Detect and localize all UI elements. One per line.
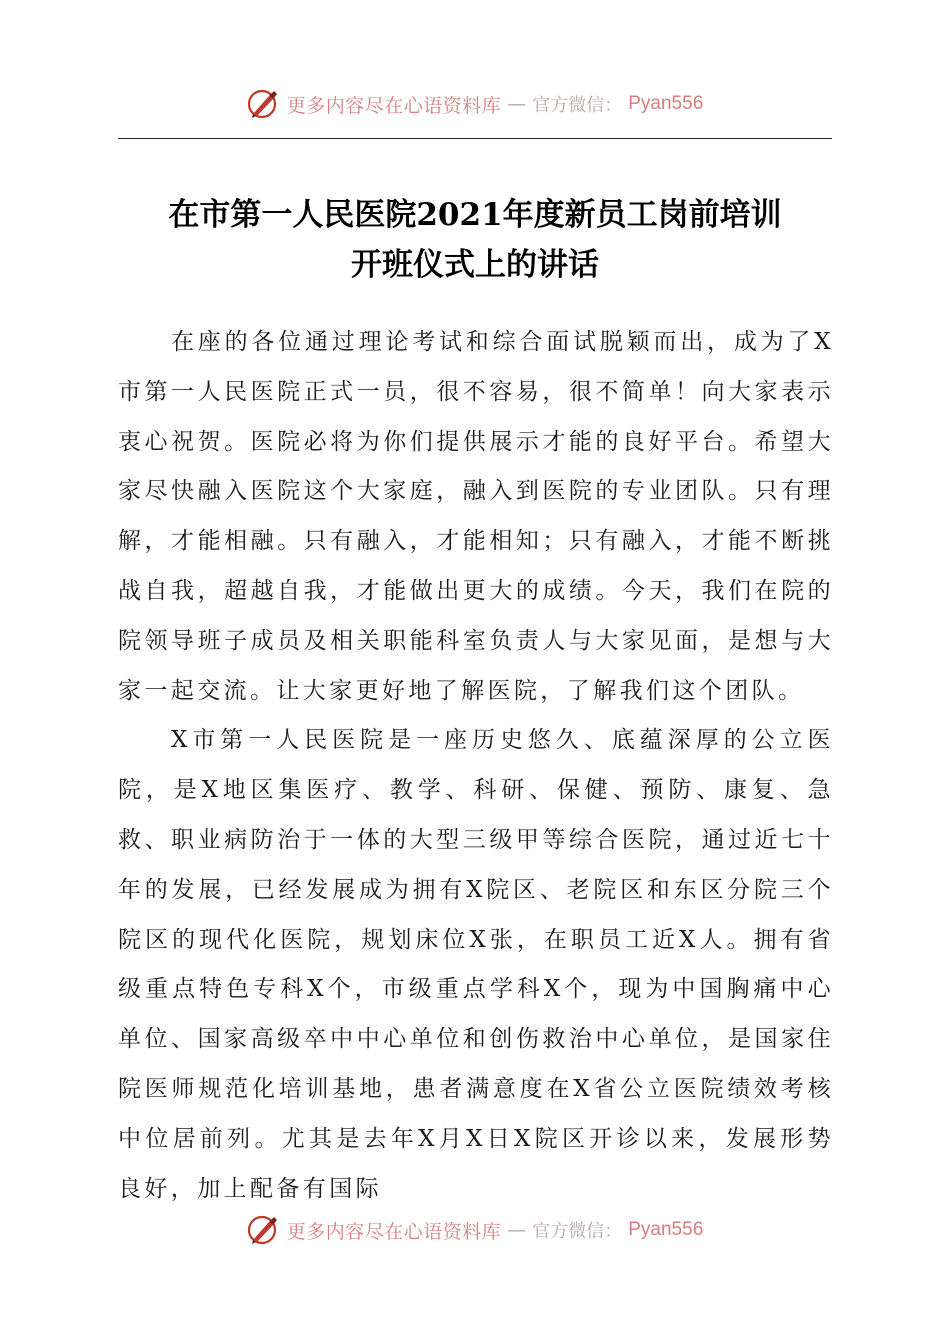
document-body bbox=[118, 318, 834, 1214]
header-watermark bbox=[0, 82, 950, 126]
footer-watermark bbox=[0, 1208, 950, 1252]
paragraph-1: 在座的各位通过理论考试和综合面试脱颖而出，成为了X市第一人民医院正式一员，很不容易，很不简单！向大家表示衷心祝贺。医院必将为你们提供展示才能的良好平台。希望大家尽快融入医院这个大家庭，融入到医院的专业团队。只有理解，才能相融。只有融入，才能相知；只有融入，才能不断挑战自我，超越自我，才能做出更大的成绩。今天，我们在院的院领导班子成员及相关职能科室负责人与大家见面，是想与大家一起交流。让大家更好地了解医院，了解我们这个团队。 bbox=[118, 329, 834, 704]
watermark-separator: — bbox=[507, 93, 527, 115]
watermark-wechat-id: Pyan556 bbox=[628, 1219, 704, 1240]
watermark-wechat-label: 官方微信： bbox=[532, 1221, 623, 1242]
header-divider bbox=[118, 138, 832, 139]
title-line-1: 在市第一人民医院2021年度新员工岗前培训 bbox=[168, 197, 782, 233]
watermark-text: 更多内容尽在心语资料库 bbox=[286, 1220, 502, 1243]
watermark-text: 更多内容尽在心语资料库 bbox=[286, 94, 502, 117]
title-line-2: 开班仪式上的讲话 bbox=[351, 247, 599, 283]
pen-logo-icon bbox=[247, 87, 281, 121]
watermark-wechat-id: Pyan556 bbox=[628, 93, 704, 114]
watermark-wechat-label: 官方微信： bbox=[532, 95, 623, 116]
paragraph-2: X市第一人民医院是一座历史悠久、底蕴深厚的公立医院，是X地区集医疗、教学、科研、保健、预防、康复、急救、职业病防治于一体的大型三级甲等综合医院，通过近七十年的发展，已经发展成为拥有X院区、老院区和东区分院三个院区的现代化医院，规划床位X张，在职员工近X人。拥有省级重点特色专科X个，市级重点学科X个，现为中国胸痛中心单位、国家高级卒中中心单位和创伤救治中心单位，是国家住院医师规范化培训基地，患者满意度在X省公立医院绩效考核中位居前列。尤其是去年X月X日X院区开诊以来，发展形势良好，加上配备有国际 bbox=[118, 727, 834, 1202]
watermark-separator: — bbox=[507, 1219, 527, 1241]
document-title bbox=[118, 190, 832, 290]
pen-logo-icon bbox=[247, 1213, 281, 1247]
